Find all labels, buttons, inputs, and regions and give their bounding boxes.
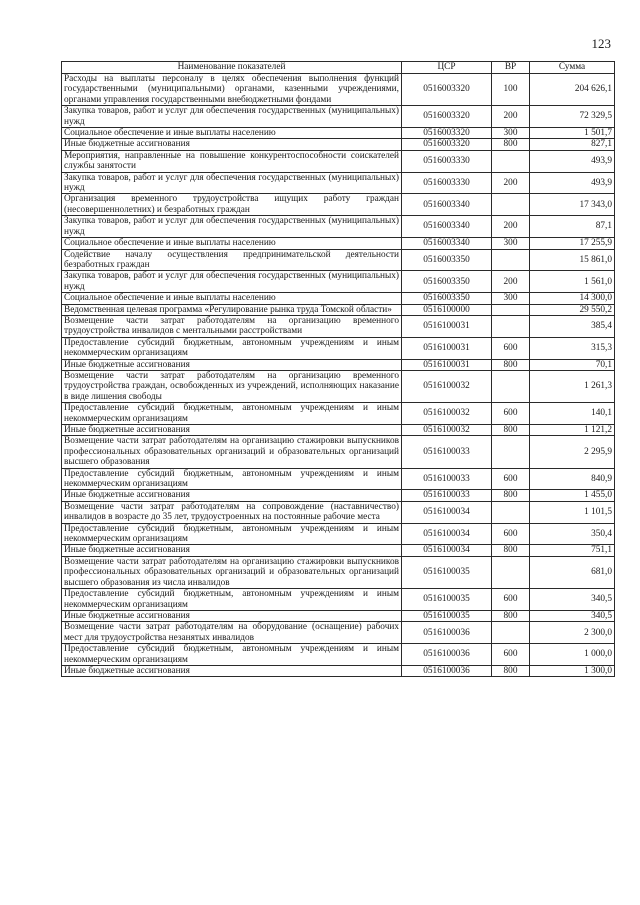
table-row — [62, 271, 615, 293]
table-row — [62, 610, 615, 621]
row-vr-cell: 200 — [492, 106, 530, 128]
row-sum-cell: 385,4 — [530, 315, 615, 337]
row-name-cell: Содействие началу осуществления предпринимательской деятельности безработных граждан — [62, 249, 402, 271]
row-vr-cell: 600 — [492, 468, 530, 490]
row-vr-cell — [492, 150, 530, 172]
row-sum-cell: 2 300,0 — [530, 622, 615, 644]
row-vr-cell: 200 — [492, 172, 530, 194]
row-csr-cell: 0516003340 — [402, 238, 492, 249]
row-csr-cell: 0516100032 — [402, 403, 492, 425]
row-csr-cell: 0516003350 — [402, 271, 492, 293]
table-row — [62, 436, 615, 468]
row-name-cell: Социальное обеспечение и иные выплаты населению — [62, 293, 402, 304]
row-csr-cell: 0516003350 — [402, 249, 492, 271]
table-row — [62, 139, 615, 150]
row-sum-cell: 1 101,5 — [530, 501, 615, 523]
row-csr-cell: 0516100033 — [402, 436, 492, 468]
row-csr-cell: 0516100031 — [402, 337, 492, 359]
row-sum-cell: 2 295,9 — [530, 436, 615, 468]
row-name-cell: Иные бюджетные ассигнования — [62, 610, 402, 621]
table-row — [62, 238, 615, 249]
row-name-cell: Иные бюджетные ассигнования — [62, 425, 402, 436]
row-sum-cell: 840,9 — [530, 468, 615, 490]
row-sum-cell: 15 861,0 — [530, 249, 615, 271]
row-csr-cell: 0516100031 — [402, 315, 492, 337]
table-row — [62, 216, 615, 238]
row-vr-cell: 300 — [492, 293, 530, 304]
table-row — [62, 490, 615, 501]
row-sum-cell: 17 343,0 — [530, 194, 615, 216]
row-sum-cell: 340,5 — [530, 610, 615, 621]
row-sum-cell: 14 300,0 — [530, 293, 615, 304]
table-row — [62, 545, 615, 556]
row-sum-cell: 681,0 — [530, 556, 615, 588]
row-sum-cell: 87,1 — [530, 216, 615, 238]
row-sum-cell: 1 300,0 — [530, 665, 615, 676]
row-name-cell: Закупка товаров, работ и услуг для обеспечения государственных (муниципальных) нужд — [62, 106, 402, 128]
row-vr-cell — [492, 304, 530, 315]
row-csr-cell: 0516100036 — [402, 622, 492, 644]
row-sum-cell: 493,9 — [530, 150, 615, 172]
row-csr-cell: 0516003330 — [402, 172, 492, 194]
row-sum-cell: 350,4 — [530, 523, 615, 545]
table-row — [62, 150, 615, 172]
row-name-cell: Возмещение части затрат работодателям на организацию временного трудоустройства инвалидов с ментальными расстройствами — [62, 315, 402, 337]
row-sum-cell: 1 000,0 — [530, 644, 615, 666]
table-row — [62, 556, 615, 588]
row-csr-cell: 0516100035 — [402, 556, 492, 588]
table-row — [62, 468, 615, 490]
row-vr-cell: 600 — [492, 523, 530, 545]
row-name-cell: Иные бюджетные ассигнования — [62, 139, 402, 150]
row-csr-cell: 0516003320 — [402, 106, 492, 128]
row-vr-cell — [492, 622, 530, 644]
table-row — [62, 523, 615, 545]
header-sum: Сумма — [530, 62, 615, 74]
row-csr-cell: 0516100032 — [402, 425, 492, 436]
row-sum-cell: 17 255,9 — [530, 238, 615, 249]
row-sum-cell: 1 261,3 — [530, 370, 615, 402]
row-name-cell: Иные бюджетные ассигнования — [62, 490, 402, 501]
page-number: 123 — [591, 36, 611, 51]
table-row — [62, 644, 615, 666]
table-body — [62, 74, 615, 677]
row-vr-cell: 100 — [492, 74, 530, 106]
row-vr-cell: 200 — [492, 271, 530, 293]
row-name-cell: Возмещение части затрат работодателям на организацию стажировки выпускников профессиональных образовательных организаций и образовательных организаций высшего образования — [62, 436, 402, 468]
table-row — [62, 74, 615, 106]
row-sum-cell: 751,1 — [530, 545, 615, 556]
table-row — [62, 589, 615, 611]
table-row — [62, 665, 615, 676]
row-name-cell: Мероприятия, направленные на повышение конкурентоспособности соискателей службы занятости — [62, 150, 402, 172]
budget-table — [61, 61, 615, 677]
row-csr-cell: 0516100035 — [402, 589, 492, 611]
row-csr-cell: 0516100034 — [402, 501, 492, 523]
row-csr-cell: 0516003320 — [402, 128, 492, 139]
table-row — [62, 370, 615, 402]
row-sum-cell: 493,9 — [530, 172, 615, 194]
table-row — [62, 403, 615, 425]
table-row — [62, 128, 615, 139]
row-name-cell: Предоставление субсидий бюджетным, автономным учреждениям и иным некоммерческим организациям — [62, 403, 402, 425]
row-csr-cell: 0516003340 — [402, 216, 492, 238]
row-name-cell: Закупка товаров, работ и услуг для обеспечения государственных (муниципальных) нужд — [62, 271, 402, 293]
row-vr-cell: 200 — [492, 216, 530, 238]
row-name-cell: Иные бюджетные ассигнования — [62, 545, 402, 556]
row-name-cell: Предоставление субсидий бюджетным, автономным учреждениям и иным некоммерческим организациям — [62, 644, 402, 666]
row-vr-cell: 600 — [492, 589, 530, 611]
row-vr-cell: 600 — [492, 403, 530, 425]
row-vr-cell: 600 — [492, 644, 530, 666]
table-row — [62, 304, 615, 315]
row-name-cell: Предоставление субсидий бюджетным, автономным учреждениям и иным некоммерческим организациям — [62, 468, 402, 490]
row-vr-cell — [492, 556, 530, 588]
table-row — [62, 106, 615, 128]
row-name-cell: Иные бюджетные ассигнования — [62, 665, 402, 676]
row-name-cell: Организация временного трудоустройства ищущих работу граждан (несовершеннолетних) и безработных граждан — [62, 194, 402, 216]
row-csr-cell: 0516100032 — [402, 370, 492, 402]
row-name-cell: Социальное обеспечение и иные выплаты населению — [62, 238, 402, 249]
row-csr-cell: 0516003340 — [402, 194, 492, 216]
row-name-cell: Предоставление субсидий бюджетным, автономным учреждениям и иным некоммерческим организациям — [62, 337, 402, 359]
row-vr-cell: 600 — [492, 337, 530, 359]
row-vr-cell: 300 — [492, 238, 530, 249]
row-vr-cell — [492, 249, 530, 271]
row-name-cell: Предоставление субсидий бюджетным, автономным учреждениям и иным некоммерческим организациям — [62, 523, 402, 545]
row-vr-cell: 800 — [492, 665, 530, 676]
row-vr-cell: 800 — [492, 139, 530, 150]
row-sum-cell: 140,1 — [530, 403, 615, 425]
header-vr: ВР — [492, 62, 530, 74]
row-sum-cell: 1 455,0 — [530, 490, 615, 501]
row-csr-cell: 0516100033 — [402, 490, 492, 501]
row-vr-cell: 800 — [492, 490, 530, 501]
row-sum-cell: 1 121,2 — [530, 425, 615, 436]
row-name-cell: Закупка товаров, работ и услуг для обеспечения государственных (муниципальных) нужд — [62, 172, 402, 194]
row-vr-cell: 800 — [492, 359, 530, 370]
table-row — [62, 172, 615, 194]
row-csr-cell: 0516100031 — [402, 359, 492, 370]
row-sum-cell: 827,1 — [530, 139, 615, 150]
table-row — [62, 293, 615, 304]
row-vr-cell — [492, 436, 530, 468]
row-name-cell: Возмещение части затрат работодателям на оборудование (оснащение) рабочих мест для трудоустройства незанятых инвалидов — [62, 622, 402, 644]
row-name-cell: Возмещение части затрат работодателям на организацию стажировки выпускников профессиональных образовательных организаций и образовательных организаций высшего образования из числа инвалидов — [62, 556, 402, 588]
row-name-cell: Социальное обеспечение и иные выплаты населению — [62, 128, 402, 139]
row-csr-cell: 0516100035 — [402, 610, 492, 621]
table-row — [62, 315, 615, 337]
table-row — [62, 249, 615, 271]
row-vr-cell — [492, 370, 530, 402]
row-csr-cell: 0516100000 — [402, 304, 492, 315]
row-vr-cell: 300 — [492, 128, 530, 139]
row-csr-cell: 0516003330 — [402, 150, 492, 172]
table-header-row — [62, 62, 615, 74]
header-name: Наименование показателей — [62, 62, 402, 74]
row-sum-cell: 29 550,2 — [530, 304, 615, 315]
row-name-cell: Расходы на выплаты персоналу в целях обеспечения выполнения функций государственными (муниципальными) органами, казенными учреждениями, органами управления государственными внебюджетными фондами — [62, 74, 402, 106]
row-name-cell: Закупка товаров, работ и услуг для обеспечения государственных (муниципальных) нужд — [62, 216, 402, 238]
table-row — [62, 194, 615, 216]
row-name-cell: Возмещение части затрат работодателям на организацию временного трудоустройства граждан, освобожденных из учреждений, исполняющих наказание в виде лишения свободы — [62, 370, 402, 402]
row-vr-cell — [492, 501, 530, 523]
row-name-cell: Ведомственная целевая программа «Регулирование рынка труда Томской области» — [62, 304, 402, 315]
row-sum-cell: 340,5 — [530, 589, 615, 611]
row-vr-cell — [492, 194, 530, 216]
row-csr-cell: 0516100036 — [402, 665, 492, 676]
row-name-cell: Предоставление субсидий бюджетным, автономным учреждениям и иным некоммерческим организациям — [62, 589, 402, 611]
row-vr-cell: 800 — [492, 545, 530, 556]
row-csr-cell: 0516100036 — [402, 644, 492, 666]
row-vr-cell — [492, 315, 530, 337]
table-row — [62, 337, 615, 359]
row-name-cell: Иные бюджетные ассигнования — [62, 359, 402, 370]
row-csr-cell: 0516003350 — [402, 293, 492, 304]
header-csr: ЦСР — [402, 62, 492, 74]
row-sum-cell: 204 626,1 — [530, 74, 615, 106]
row-csr-cell: 0516003320 — [402, 74, 492, 106]
table-row — [62, 425, 615, 436]
row-sum-cell: 1 501,7 — [530, 128, 615, 139]
row-csr-cell: 0516100033 — [402, 468, 492, 490]
table-row — [62, 501, 615, 523]
row-name-cell: Возмещение части затрат работодателям на сопровождение (наставничество) инвалидов в возрасте до 35 лет, трудоустроенных на постоянные рабочие места — [62, 501, 402, 523]
row-csr-cell: 0516100034 — [402, 523, 492, 545]
table-row — [62, 359, 615, 370]
row-vr-cell: 800 — [492, 610, 530, 621]
row-sum-cell: 72 329,5 — [530, 106, 615, 128]
row-csr-cell: 0516100034 — [402, 545, 492, 556]
table-row — [62, 622, 615, 644]
row-sum-cell: 315,3 — [530, 337, 615, 359]
row-csr-cell: 0516003320 — [402, 139, 492, 150]
row-sum-cell: 70,1 — [530, 359, 615, 370]
row-sum-cell: 1 561,0 — [530, 271, 615, 293]
row-vr-cell: 800 — [492, 425, 530, 436]
